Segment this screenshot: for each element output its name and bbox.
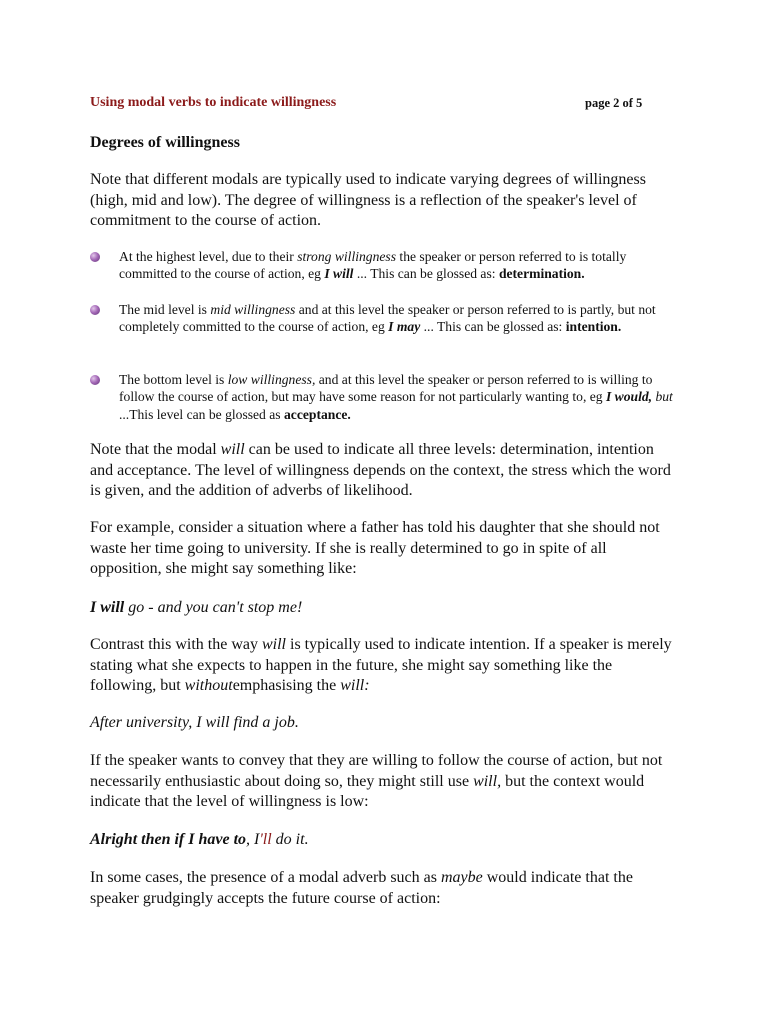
example-quote-acceptance: Alright then if I have to, I'll do it. [90, 831, 309, 848]
example-paragraph: For example, consider a situation where a father has told his daughter that she should not waste her time going to university. If she is really determined to go in spite of all opposition, she might say something like: [90, 519, 660, 577]
low-willingness-paragraph: If the speaker wants to convey that they are willing to follow the course of action, but not necessarily enthusiastic about doing so, they might still use will, but the context would indicate that the level of willingness is low: [90, 752, 663, 810]
modal-adverb-paragraph: In some cases, the presence of a modal adverb such as maybe would indicate that the speaker grudgingly accepts the future course of action: [90, 869, 633, 907]
document-title: Using modal verbs to indicate willingness [90, 95, 337, 110]
bullet-icon [90, 375, 100, 385]
page-header [90, 95, 680, 115]
page-number: page 2 of 5 [585, 96, 643, 110]
example-quote-intention: After university, I will find a job. [90, 714, 299, 731]
section-heading: Degrees of willingness [90, 134, 240, 151]
intro-paragraph: Note that different modals are typically used to indicate varying degrees of willingness (high, mid and low). The degree of willingness is a reflection of the speaker's level of commitment to the course of action. [90, 171, 646, 229]
bullet-icon [90, 305, 100, 315]
will-levels-paragraph: Note that the modal will can be used to indicate all three levels: determination, intention and acceptance. The level of willingness depends on the context, the stress which the word is given, and the addition of adverbs of likelihood. [90, 441, 671, 499]
example-quote-determination: I will go - and you can't stop me! [90, 599, 303, 616]
bullet-icon [90, 252, 100, 262]
contrast-paragraph: Contrast this with the way will is typically used to indicate intention. If a speaker is merely stating what she expects to happen in the future, she might say something like the following, but withoutemphasising the will: [90, 636, 672, 694]
